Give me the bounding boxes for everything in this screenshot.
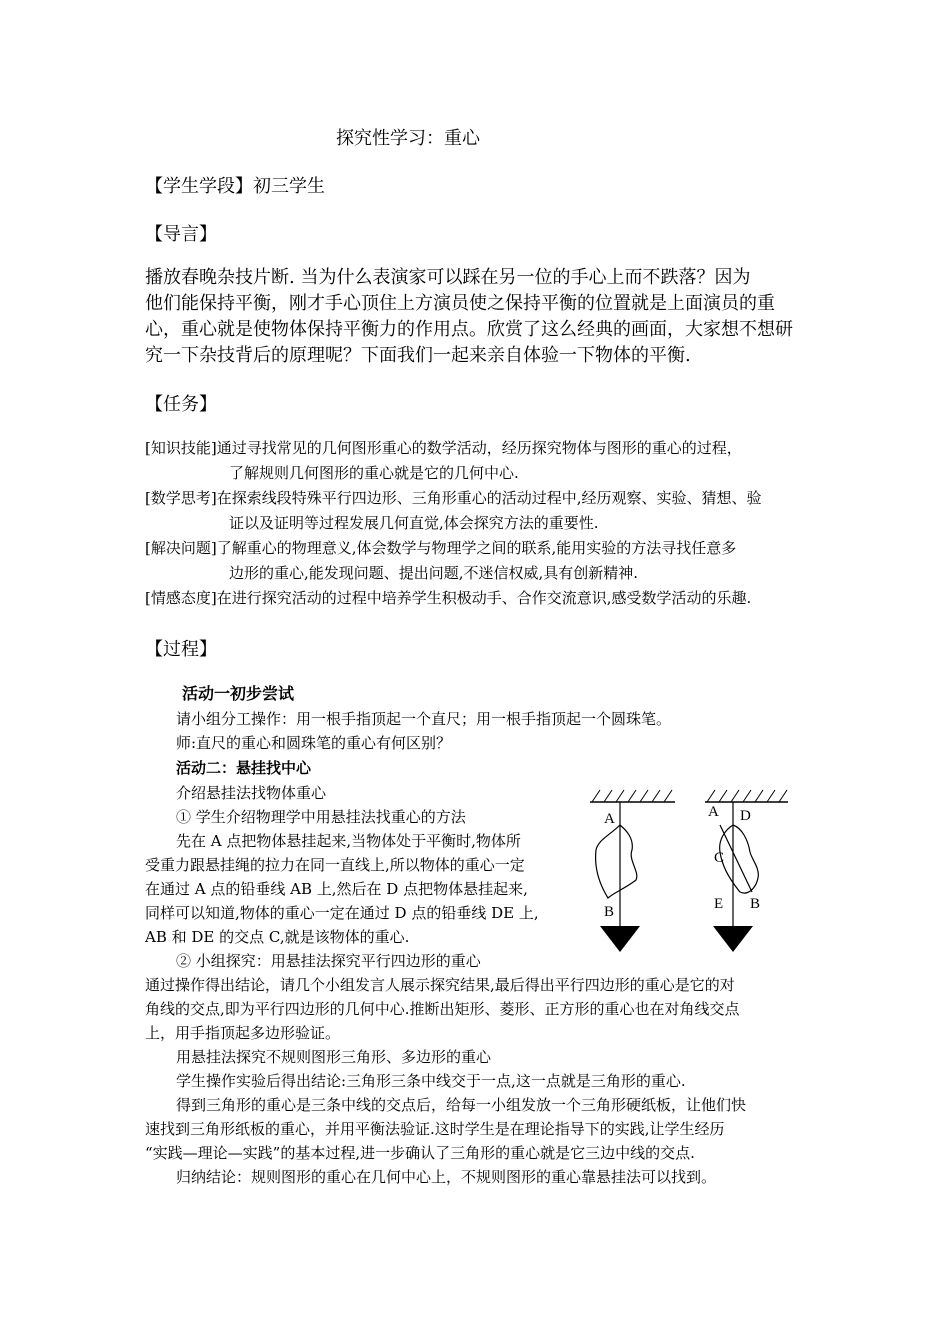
student-stage: 【学生学段】初三学生 — [145, 176, 325, 197]
activity2-line: “实践—理论—实践”的基本过程,进一步确认了三角形的重心就是它三边中线的交点. — [145, 1144, 695, 1162]
activity2-line: 角线的交点,即为平行四边形的几何中心.推断出矩形、菱形、正方形的重心也在对角线交点 — [145, 1000, 740, 1018]
activity2-line: 用悬挂法探究不规则图形三角形、多边形的重心 — [176, 1048, 492, 1066]
activity2-line: 先在 A 点把物体悬挂起来,当物体处于平衡时,物体所 — [176, 832, 521, 850]
task-item: [知识技能]通过寻找常见的几何图形重心的数学活动，经历探究物体与图形的重心的过程， — [145, 439, 742, 457]
intro-line: 心，重心就是使物体保持平衡力的作用点。欣赏了这么经典的画面，大家想不想研 — [145, 319, 793, 340]
activity2-line: AB 和 DE 的交点 C,就是该物体的重心. — [145, 928, 410, 946]
label-e: E — [714, 896, 724, 912]
intro-line: 他们能保持平衡，刚才手心顶住上方演员使之保持平衡的位置就是上面演员的重 — [145, 293, 775, 314]
activity2-line: 得到三角形的重心是三条中线的交点后，给每一小组发放一个三角形硬纸板，让他们快 — [176, 1096, 747, 1114]
activity2-title: 活动二：悬挂找中心 — [176, 759, 312, 777]
task-item-cont: 边形的重心,能发现问题、提出问题,不迷信权威,具有创新精神. — [229, 564, 639, 582]
intro-line: 究一下杂技背后的原理呢？下面我们一起来亲自体验一下物体的平衡. — [145, 345, 691, 366]
task-list — [145, 436, 761, 611]
process-heading: 【过程】 — [145, 639, 217, 660]
activity2-line: 通过操作得出结论，请几个小组发言人展示探究结果,最后得出平行四边形的重心是它的对 — [145, 976, 735, 994]
activity2-line: 介绍悬挂法找物体重心 — [176, 784, 327, 802]
label-c: C — [714, 850, 725, 866]
right-suspension-diagram — [705, 790, 788, 952]
ceiling-hatch — [707, 790, 787, 802]
activity2-line: 上，用手指顶起多边形验证。 — [145, 1024, 341, 1042]
ceiling-hatch — [592, 790, 672, 802]
intro-paragraph — [145, 265, 793, 369]
task-item-cont: 证以及证明等过程发展几何直觉,体会探究方法的重要性. — [229, 514, 599, 532]
irregular-body — [596, 825, 637, 898]
activity2-line: 归纳结论：规则图形的重心在几何中心上，不规则图形的重心靠悬挂法可以找到。 — [176, 1168, 717, 1186]
activity2-line: ② 小组探究：用悬挂法探究平行四边形的重心 — [176, 952, 481, 970]
task-item: [情感态度]在进行探究活动的过程中培养学生积极动手、合作交流意识,感受数学活动的乐趣. — [145, 589, 752, 607]
task-item: [数学思考]在探索线段特殊平行四边形、三角形重心的活动过程中,经历观察、实验、猜想、验 — [145, 489, 762, 507]
intro-line: 播放春晚杂技片断. 当为什么表演家可以踩在另一位的手心上而不跌落？因为 — [145, 267, 751, 288]
activity2-line: 在通过 A 点的铅垂线 AB 上,然后在 D 点把物体悬挂起来, — [145, 880, 528, 898]
page-title: 探究性学习：重心 — [336, 128, 480, 149]
activity1-line: 师:直尺的重心和圆珠笔的重心有何区别？ — [176, 734, 452, 752]
task-item-cont: 了解规则几何图形的重心就是它的几何中心. — [229, 464, 519, 482]
suspension-figure — [580, 780, 800, 960]
weight-triangle — [713, 926, 753, 952]
activity2-line: 受重力跟悬挂绳的拉力在同一直线上,所以物体的重心一定 — [145, 856, 525, 874]
line-ab — [720, 825, 752, 892]
activity2-line: ① 学生介绍物理学中用悬挂法找重心的方法 — [176, 808, 466, 826]
task-heading: 【任务】 — [145, 394, 217, 415]
activity2-line: 同样可以知道,物体的重心一定在通过 D 点的铅垂线 DE 上, — [145, 904, 539, 922]
label-d: D — [740, 808, 751, 824]
activity1-line: 请小组分工操作：用一根手指顶起一个直尺；用一根手指顶起一个圆珠笔。 — [176, 710, 672, 728]
label-b: B — [750, 896, 761, 912]
activity2-line: 速找到三角形纸板的重心，并用平衡法验证.这时学生是在理论指导下的实践,让学生经历 — [145, 1120, 725, 1138]
weight-triangle — [600, 926, 640, 952]
label-a: A — [604, 811, 615, 827]
label-a: A — [708, 804, 719, 820]
left-suspension-diagram — [590, 790, 675, 952]
intro-heading: 【导言】 — [145, 224, 217, 245]
activity1-title: 活动一初步尝试 — [182, 684, 295, 703]
task-item: [解决问题]了解重心的物理意义,体会数学与物理学之间的联系,能用实验的方法寻找任意多 — [145, 539, 737, 557]
label-b: B — [604, 904, 615, 920]
activity2-line: 学生操作实验后得出结论:三角形三条中线交于一点,这一点就是三角形的重心. — [176, 1072, 686, 1090]
activity1-body — [176, 707, 671, 755]
